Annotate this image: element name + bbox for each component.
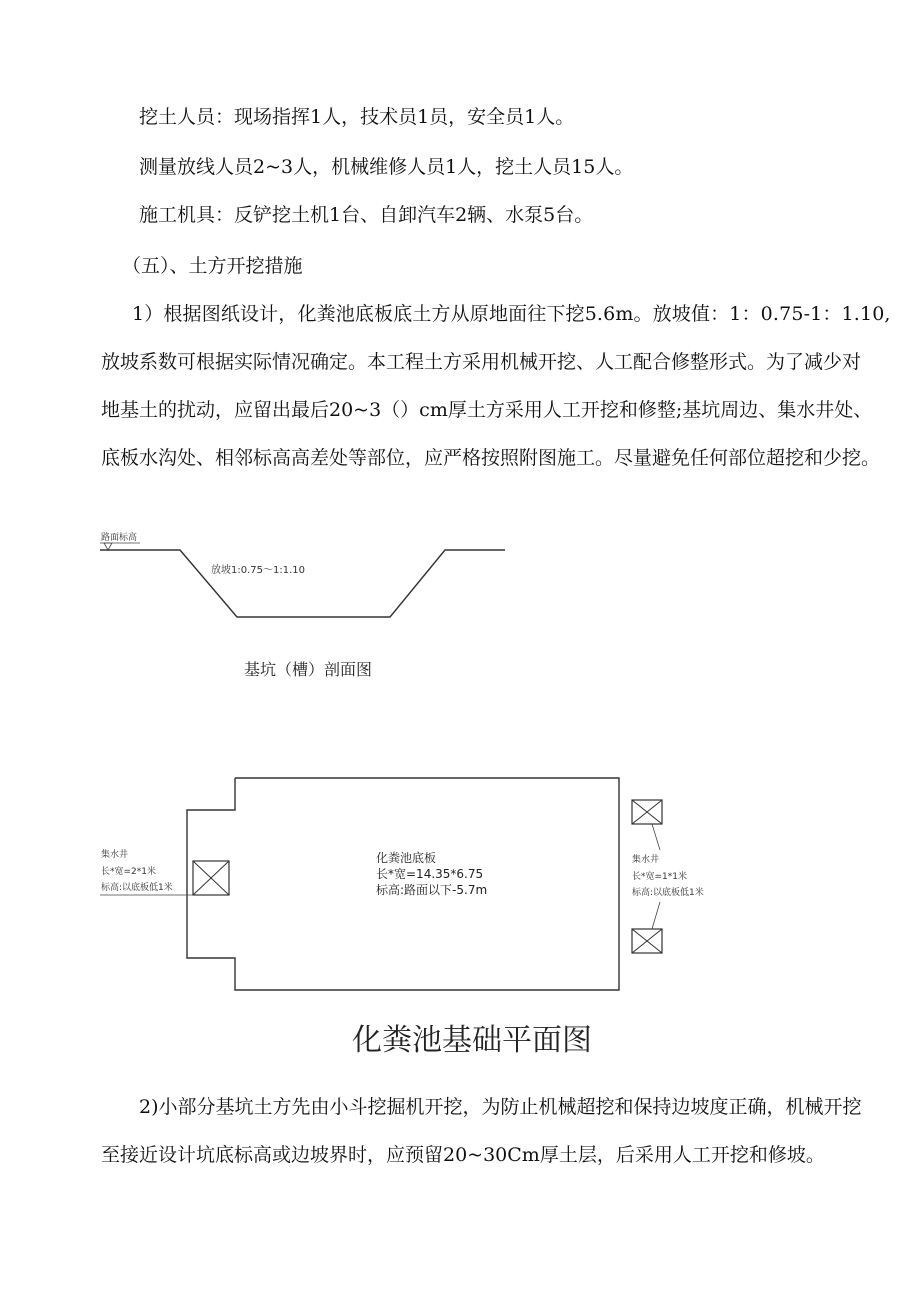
staff-excavation-text: 挖土人员：现场指挥1人，技术员1员，安全员1人。 [139,106,575,128]
right-pit-leader-top [652,824,660,850]
left-pit-title: 集水井 [101,850,129,860]
slab-size: 长*宽=14.35*6.75 [376,867,484,881]
right-pit-size: 长*宽=1*1米 [632,872,687,882]
item2-line2: 至接近设计坑底标高或边坡界时，应预留20~30Cm厚土层，后采用人工开挖和修坡。 [101,1144,825,1166]
item1-line2: 放坡系数可根据实际情况确定。本工程土方采用机械开挖、人工配合修整形式。为了减少对 [101,351,862,373]
section-heading: （五）、土方开挖措施 [122,255,303,277]
tools-text: 施工机具：反铲挖土机1台、自卸汽车2辆、水泵5台。 [139,204,594,226]
plan-diagram-caption: 化粪池基础平面图 [352,1023,592,1058]
ground-elevation-label: 路面标高 [101,533,138,543]
staff-survey-text: 测量放线人员2~3人，机械维修人员1人，挖土人员15人。 [139,156,634,178]
slab-title: 化粪池底板 [376,851,437,865]
slab-elevation: 标高:路面以下-5.7m [376,883,488,897]
left-pit-size: 长*宽=2*1米 [101,867,156,877]
item1-line4: 底板水沟处、相邻标高高差处等部位，应严格按照附图施工。尽量避免任何部位超挖和少挖。 [101,447,881,469]
item1-line1: 1）根据图纸设计，化粪池底板底土方从原地面往下挖5.6m。放坡值：1：0.75-1：1.10, [132,303,891,325]
slope-ratio-label: 放坡1:0.75～1:1.10 [211,565,305,576]
right-pit-leader-bottom [652,902,660,929]
section-diagram-caption: 基坑（槽）剖面图 [244,660,373,679]
item1-line3: 地基土的扰动，应留出最后20~3（）cm厚土方采用人工开挖和修整;基坑周边、集水井处、 [101,399,873,421]
item2-line1: 2)小部分基坑土方先由小斗挖掘机开挖，为防止机械超挖和保持边坡度正确，机械开挖 [139,1096,862,1118]
left-pit-elevation: 标高:以底板低1米 [101,883,173,893]
right-pit-title: 集水井 [632,855,660,865]
right-pit-elevation: 标高:以底板低1米 [632,888,704,898]
